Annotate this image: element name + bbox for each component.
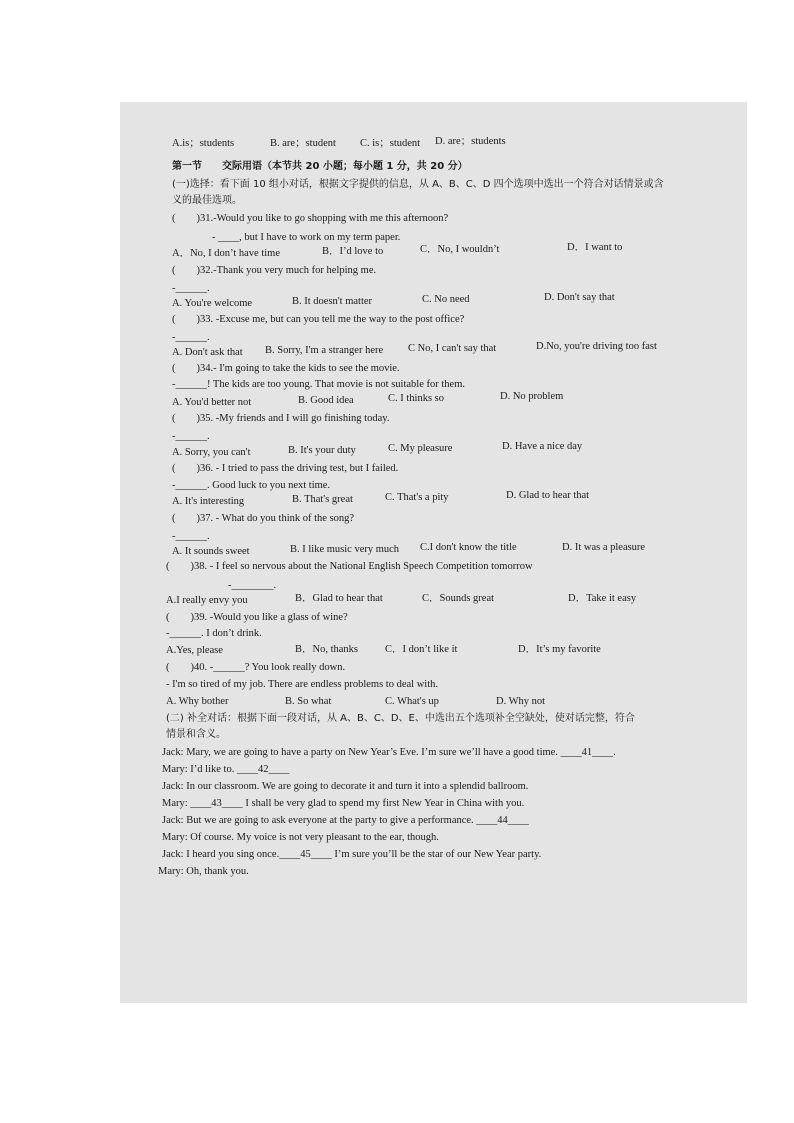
q34-stem: ( )34.- I'm going to take the kids to see the movie.	[172, 363, 400, 374]
q33-option-b: B. Sorry, I'm a stranger here	[265, 345, 384, 356]
q32-reply: -______.	[172, 283, 210, 294]
exam-sheet-photo	[120, 102, 747, 1003]
q30-option-c: C. is；student	[360, 138, 421, 149]
q32-option-a: A. You're welcome	[172, 298, 253, 309]
dialogue-line-4: Mary: ____43____ I shall be very glad to spend my first New Year in China with you.	[162, 798, 525, 809]
part1-instruction-line1: (一)选择：看下面 10 组小对话，根据文字提供的信息，从 A、B、C、D 四个选项中选出一个符合对话情景或含	[172, 179, 664, 190]
q37-reply: -______.	[172, 531, 210, 542]
q30-option-b: B. are；student	[270, 138, 336, 149]
q33-option-c: C No, I can't say that	[408, 343, 497, 354]
q33-reply: -______.	[172, 332, 210, 343]
q31-reply: - ____, but I have to work on my term paper.	[212, 232, 401, 243]
q36-stem: ( )36. - I tried to pass the driving test, but I failed.	[172, 463, 399, 474]
q39-option-c: C．I don’t like it	[385, 644, 458, 655]
q39-option-d: D．It’s my favorite	[518, 644, 601, 655]
q35-reply: -______.	[172, 431, 210, 442]
dialogue-line-1: Jack: Mary, we are going to have a party on New Year’s Eve. I’m sure we’ll have a good time. ____41____.	[162, 747, 616, 758]
q36-option-d: D. Glad to hear that	[506, 490, 590, 501]
q39-stem: ( )39. -Would you like a glass of wine?	[166, 612, 348, 623]
q39-option-b: B．No, thanks	[295, 644, 358, 655]
part2-instruction-line1: (二) 补全对话：根据下面一段对话，从 A、B、C、D、E、中选出五个选项补全空缺处，使对话完整，符合	[166, 713, 635, 724]
q40-option-d: D. Why not	[496, 696, 546, 707]
q34-option-d: D. No problem	[500, 391, 564, 402]
q36-option-a: A. It's interesting	[172, 496, 245, 507]
q40-option-c: C. What's up	[385, 696, 439, 707]
q32-stem: ( )32.-Thank you very much for helping me.	[172, 265, 377, 276]
q33-option-a: A. Don't ask that	[172, 347, 243, 358]
q37-stem: ( )37. - What do you think of the song?	[172, 513, 355, 524]
q35-stem: ( )35. -My friends and I will go finishing today.	[172, 413, 390, 424]
dialogue-line-8: Mary: Oh, thank you.	[158, 866, 249, 877]
q37-option-d: D. It was a pleasure	[562, 542, 646, 553]
q38-stem: ( )38. - I feel so nervous about the National English Speech Competition tomorrow	[166, 561, 533, 572]
q38-option-d: D．Take it easy	[568, 593, 637, 604]
q35-option-d: D. Have a nice day	[502, 441, 583, 452]
q32-option-d: D. Don't say that	[544, 292, 615, 303]
part2-instruction-line2: 情景和含义。	[166, 729, 226, 740]
section-heading: 第一节 交际用语（本节共 20 小题；每小题 1 分，共 20 分）	[172, 161, 468, 172]
q40-reply: - I'm so tired of my job. There are endless problems to deal with.	[166, 679, 439, 690]
q31-stem: ( )31.-Would you like to go shopping with me this afternoon?	[172, 213, 449, 224]
q36-reply: -______. Good luck to you next time.	[172, 480, 331, 491]
q35-option-b: B. It's your duty	[288, 445, 356, 456]
q31-option-c: C．No, I wouldn’t	[420, 244, 500, 255]
q36-option-c: C. That's a pity	[385, 492, 449, 503]
q33-stem: ( )33. -Excuse me, but can you tell me the way to the post office?	[172, 314, 465, 325]
q36-option-b: B. That's great	[292, 494, 353, 505]
dialogue-line-2: Mary: I’d like to. ____42____	[162, 764, 290, 775]
q34-option-c: C. I thinks so	[388, 393, 445, 404]
q34-option-a: A. You'd better not	[172, 397, 252, 408]
q30-option-a: A.is；students	[172, 138, 235, 149]
q38-option-a: A.I really envy you	[166, 595, 248, 606]
q40-stem: ( )40. -______? You look really down.	[166, 662, 346, 673]
q39-option-a: A.Yes, please	[166, 645, 223, 656]
q35-option-c: C. My pleasure	[388, 443, 453, 454]
q40-option-a: A. Why bother	[166, 696, 229, 707]
q37-option-a: A. It sounds sweet	[172, 546, 250, 557]
q37-option-b: B. I like music very much	[290, 544, 400, 555]
q38-option-c: C．Sounds great	[422, 593, 495, 604]
q34-option-b: B. Good idea	[298, 395, 354, 406]
q30-option-d: D. are；students	[435, 136, 506, 147]
q31-option-b: B．I’d love to	[322, 246, 384, 257]
dialogue-line-7: Jack: I heard you sing once.____45____ I’m sure you’ll be the star of our New Year party.	[162, 849, 542, 860]
q33-option-d: D.No, you're driving too fast	[536, 341, 657, 352]
q38-reply: -________.	[228, 580, 277, 591]
q31-option-d: D．I want to	[567, 242, 623, 253]
q31-option-a: A．No, I don’t have time	[172, 248, 280, 259]
q38-option-b: B．Glad to hear that	[295, 593, 383, 604]
dialogue-line-6: Mary: Of course. My voice is not very pleasant to the ear, though.	[162, 832, 439, 843]
q32-option-c: C. No need	[422, 294, 470, 305]
q34-reply: -______! The kids are too young. That movie is not suitable for them.	[172, 379, 465, 390]
q37-option-c: C.I don't know the title	[420, 542, 517, 553]
dialogue-line-5: Jack: But we are going to ask everyone at the party to give a performance. ____44____	[162, 815, 529, 826]
part1-instruction-line2: 义的最佳选项。	[172, 195, 242, 206]
q39-reply: -______. I don’t drink.	[166, 628, 262, 639]
q40-option-b: B. So what	[285, 696, 332, 707]
q32-option-b: B. It doesn't matter	[292, 296, 373, 307]
q35-option-a: A. Sorry, you can't	[172, 447, 251, 458]
dialogue-line-3: Jack: In our classroom. We are going to decorate it and turn it into a splendid ballroom.	[162, 781, 529, 792]
